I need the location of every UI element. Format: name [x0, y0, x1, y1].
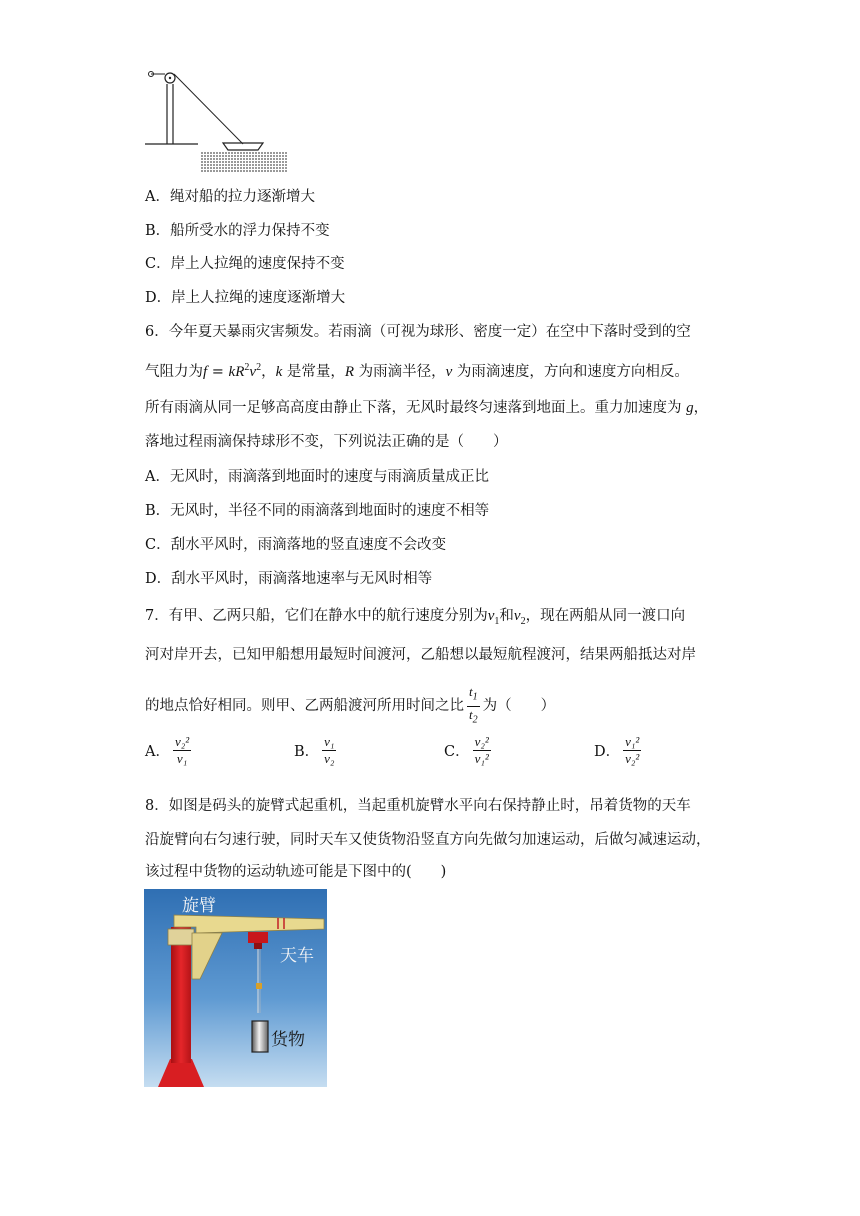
q5-option-c: C．岸上人拉绳的速度保持不变 — [145, 256, 345, 272]
q7-stem-line2: 河对岸开去，已知甲船想用最短时间渡河，乙船想以最短航程渡河，结果两船抵达对岸 — [145, 647, 696, 663]
arm-label: 旋臂 — [182, 896, 216, 916]
pulley-boat-figure — [143, 66, 303, 178]
q6-option-a: A．无风时，雨滴落到地面时的速度与雨滴质量成正比 — [145, 469, 489, 485]
q8-stem-line3: 该过程中货物的运动轨迹可能是下图中的( ) — [145, 864, 447, 880]
q6-option-b: B．无风时，半径不同的雨滴落到地面时的速度不相等 — [145, 503, 490, 519]
q5-option-a: A．绳对船的拉力逐渐增大 — [145, 189, 315, 205]
q7-option-d: D． $\frac{\text{v₁²}}{\text{v₂²}}$ — [594, 734, 640, 766]
q7-option-a: A． $\frac{\text{v₂²}}{\text{v₁}}$ — [145, 734, 190, 766]
q8-stem-line2: 沿旋臂向右匀速行驶，同时天车又使货物沿竖直方向先做匀加速运动，后做匀减速运动， — [145, 832, 711, 848]
q5-option-d: D．岸上人拉绳的速度逐渐增大 — [145, 290, 346, 306]
q7-stem-line3: 的地点恰好相同。则甲、乙两船渡河所用时间之比 $\frac{t_1}{t_2}$ 为（ ） — [145, 684, 555, 728]
q6-option-c: C．刮水平风时，雨滴落地的竖直速度不会改变 — [145, 537, 447, 553]
q8-stem-line1: 8．如图是码头的旋臂式起重机，当起重机旋臂水平向右保持静止时，吊着货物的天车 — [145, 798, 691, 814]
q5-option-b: B．船所受水的浮力保持不变 — [145, 223, 330, 239]
cargo-label: 货物 — [271, 1030, 305, 1050]
q7-option-c: C． $\frac{\text{v₂²}}{\text{v₁²}}$ — [444, 734, 489, 766]
trolley-label: 天车 — [280, 946, 314, 966]
t-ratio-fraction: $\frac{t_1}{t_2}$ — [469, 684, 478, 726]
q6-stem-line2: 气阻力为$f = kR^2v^2$，k 是常量，R 为雨滴半径，v 为雨滴速度，方向和速度方向相反。 — [145, 362, 689, 380]
q7-option-b: B． $\frac{\text{v₁}}{\text{v₂}}$ — [294, 734, 335, 766]
jib-crane-figure — [144, 889, 327, 1087]
q6-stem-line3: 所有雨滴从同一足够高高度由静止下落，无风时最终匀速落到地面上。重力加速度为 g， — [145, 400, 709, 416]
q6-option-d: D．刮水平风时，雨滴落地速率与无风时相等 — [145, 571, 433, 587]
q6-stem-line4: 落地过程雨滴保持球形不变，下列说法正确的是（ ） — [145, 434, 508, 450]
q6-stem-line1: 6．今年夏天暴雨灾害频发。若雨滴（可视为球形、密度一定）在空中下落时受到的空 — [145, 324, 691, 340]
q7-stem-line1: 7．有甲、乙两只船，它们在静水中的航行速度分别为$v_1$和$v_2$，现在两船从同一渡口向 — [145, 608, 686, 627]
